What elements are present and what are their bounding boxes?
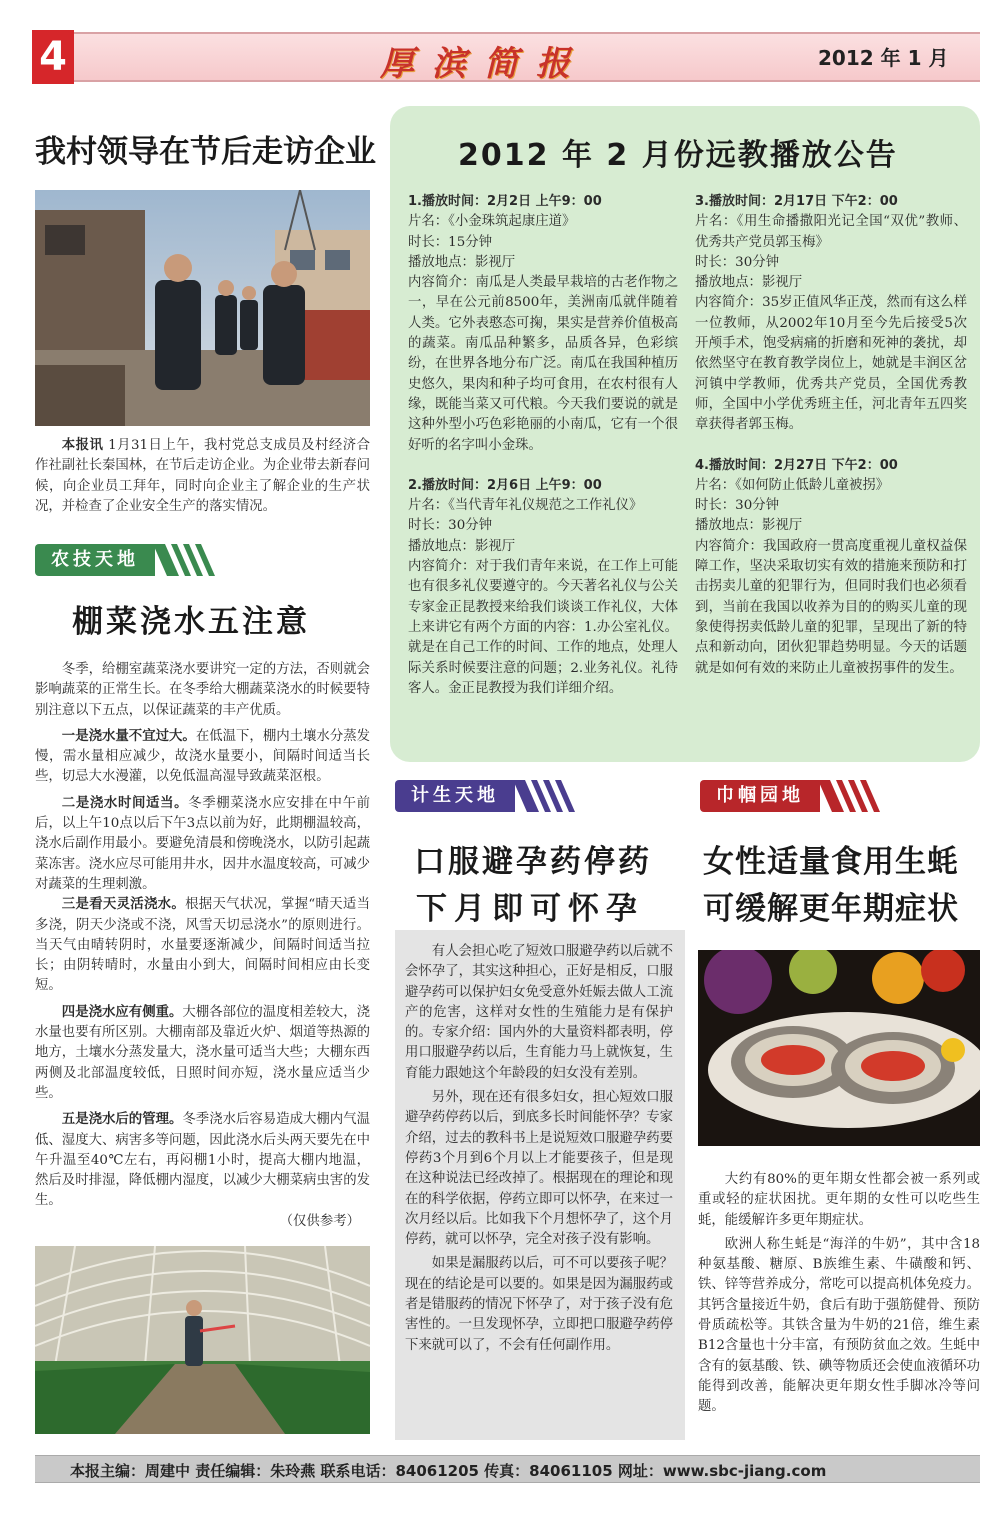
family-paragraph: 另外，现在还有很多妇女，担心短效口服避孕药停药以后，到底多长时间能怀孕？专家介绍，过去的教科书上是说短效口服避孕药要停药3个月到6个月以上才能要孩子，但是现在这种说法已经改掉了。根据现在的理论和现在的科学依据，停药立即可以怀孕，在来过一次月经以后。比如我下个月想怀孕了，这个月停药，就可以怀孕，完全对孩子没有影响。 (405, 1090, 673, 1248)
section-tag-family-stripes (513, 780, 593, 812)
notice-item-place: 播放地点：影视厅 (408, 538, 516, 554)
visit-lead (35, 436, 370, 517)
agri-note: （仅供参考） (279, 1213, 360, 1229)
notice-item-duration: 时长：30分钟 (695, 254, 779, 270)
notice-column-right (695, 192, 967, 679)
notice-item-place: 播放地点：影视厅 (695, 275, 803, 291)
visit-photo (35, 190, 370, 426)
notice-item-film: 片名：《小金珠筑起康庄道》 (408, 214, 576, 230)
agri-point-text: 大棚各部位的温度相差较大，浇水量也要有所区别。大棚南部及靠近火炉、烟道等热源的地方，土壤水分蒸发量大，浇水量可适当大些；大棚东西两侧及北部温度较低，日照时间亦短，浇水量应适当少些。 (35, 1004, 371, 1101)
notice-item-summary: 内容简介：对于我们青年来说，在工作上可能也有很多礼仪要遵守的。今天著名礼仪与公关专家金正昆教授来给我们谈谈工作礼仪，大体上来讲它有两个方面的内容：1.办公室礼仪。就是在自己工作的时间、工作的地点，处理人际关系时候要注意的问题；2.业务礼仪。礼待客人。金正昆教授为我们详细介绍。 (408, 559, 678, 696)
notice-column-left (408, 192, 678, 699)
masthead: 厚滨简报 (380, 44, 588, 84)
agri-point-text: 在低温下，棚内土壤水分蒸发慢，需水量相应减少，故浇水量要小，间隔时间适当长些，切忌大水漫灌，以免低温高湿导致蔬菜沤根。 (35, 728, 371, 785)
issue-date: 2012 年 1 月 (818, 46, 949, 70)
visit-headline: 我村领导在节后走访企业 (35, 134, 376, 170)
notice-item-duration: 时长：30分钟 (695, 498, 779, 514)
greenhouse-photo-image (35, 1246, 370, 1434)
notice-item-place: 播放地点：影视厅 (408, 254, 516, 270)
agri-headline: 棚菜浇水五注意 (72, 604, 310, 640)
section-tag-women-stripes (818, 780, 898, 812)
section-tag-agri-stripes (153, 544, 233, 576)
agri-point-head: 三是看天灵活浇水。 (61, 897, 186, 913)
page-number: 4 (32, 30, 74, 84)
visit-photo-image (35, 190, 370, 426)
notice-item-film: 片名：《用生命播撒阳光记全国“双优”教师、优秀共产党员郭玉梅》 (695, 214, 967, 250)
family-headline-line2: 下月即可怀孕 (416, 891, 644, 927)
family-body (405, 942, 673, 1356)
section-tag-agri (35, 544, 265, 576)
notice-item-summary: 内容简介：南瓜是人类最早栽培的古老作物之一，早在公元前8500年，美洲南瓜就伴随着人类。它外表憨态可掬，果实是营养价值极高的蔬菜。南瓜品种繁多，品质各异，色彩缤纷，在世界各地分布广泛。南瓜在我国种植历史悠久，果肉和种子均可食用，在农村很有人缘，既能当菜又可代粮。今天我们要说的就是这种外型小巧色彩艳丽的小南瓜，它有一个很好听的名字叫小金珠。 (408, 275, 678, 453)
notice-item-time: 1.播放时间：2月2日 上午9：00 (408, 194, 602, 209)
family-headline-line1: 口服避孕药停药 (414, 844, 652, 880)
women-paragraph: 欧洲人称生蚝是“海洋的牛奶”，其中含18种氨基酸、糖原、B族维生素、牛磺酸和钙、铁、锌等营养成分，常吃可以提高机体免疫力。其钙含量接近牛奶，食后有助于强筋健骨、预防骨质疏松等。其铁含量为牛奶的21倍，维生素B12含量也十分丰富，有预防贫血之效。生蚝中含有的氨基酸、铁、碘等物质还会使血液循环功能得到改善，能解决更年期女性手脚冰冷等问题。 (698, 1236, 980, 1415)
notice-item-film: 片名：《当代青年礼仪规范之工作礼仪》 (408, 498, 643, 514)
agri-point-head: 四是浇水应有侧重。 (61, 1004, 183, 1020)
agri-point-head: 五是浇水后的管理。 (61, 1112, 183, 1128)
notice-item-duration: 时长：30分钟 (408, 518, 492, 534)
visit-lead-label: 本报讯 (61, 438, 104, 453)
oyster-photo (698, 950, 980, 1146)
notice-item-summary: 内容简介：35岁正值风华正茂，然而有这么样一位教师，从2002年10月至今先后接受5次开颅手术，饱受病痛的折磨和死神的袭扰，却依然坚守在教育教学岗位上，她就是丰润区岔河镇中学教师，优秀共产党员，全国优秀教师，全国中小学优秀班主任，河北青年五四奖章获得者郭玉梅。 (695, 295, 967, 433)
agri-point-text: 冬季浇水后容易造成大棚内气温低、湿度大、病害多等问题，因此浇水后头两天要先在中午升温至40℃左右，再闷棚1小时，提高大棚内地温，然后及时排湿，降低棚内湿度，以减少大棚菜病虫害的发生。 (35, 1112, 371, 1209)
notice-item-place: 播放地点：影视厅 (695, 518, 803, 534)
notice-item-duration: 时长：15分钟 (408, 234, 492, 250)
family-paragraph: 有人会担心吃了短效口服避孕药以后就不会怀孕了，其实这种担心，正好是相反，口服避孕药可以保护妇女免受意外妊娠去做人工流产的危害，这样对女性的生殖能力是有保护的。专家介绍：国内外的大量资料都表明，停用口服避孕药以后，生育能力马上就恢复，生育能力跟她这个年龄段的妇女没有差别。 (405, 944, 673, 1081)
women-body (698, 1170, 980, 1418)
greenhouse-photo (35, 1246, 370, 1434)
women-paragraph: 大约有80%的更年期女性都会被一系列或重或轻的症状困扰。更年期的女性可以吃些生蚝，能缓解许多更年期症状。 (698, 1172, 980, 1228)
notice-item-summary: 内容简介：我国政府一贯高度重视儿童权益保障工作，坚决采取切实有效的措施来预防和打击拐卖儿童的犯罪行为，但同时我们也必须看到，当前在我国以收养为目的的购买儿童的现象使得拐卖低龄儿童的犯罪，呈现出了新的特点和新动向，团伙犯罪趋势明显。今天的话题就是如何有效的来防止儿童被拐事件的发生。 (695, 538, 967, 676)
family-paragraph: 如果是漏服药以后，可不可以要孩子呢？现在的结论是可以要的。如果是因为漏服药或者是错服药的情况下怀孕了，对于孩子没有危害性的。一旦发现怀孕，立即把口服避孕药停下来就可以了，不会有任何副作用。 (405, 1256, 673, 1353)
section-tag-agri-label: 农技天地 (35, 544, 155, 576)
footer-info: 本报主编：周建中 责任编辑：朱玲燕 联系电话：84061205 传真：84061105 网址：www.sbc-jiang.com (70, 1462, 827, 1480)
agri-body (35, 660, 370, 1232)
notice-item-time: 4.播放时间：2月27日 下午2：00 (695, 457, 898, 473)
women-headline-line2: 可缓解更年期症状 (703, 891, 959, 927)
section-tag-women (700, 780, 900, 812)
section-tag-family-label: 计生天地 (395, 780, 515, 812)
visit-lead-text: 1月31日上午，我村党总支成员及村经济合作社副社长秦国林，在节后走访企业。为企业带去新春问候，向企业员工拜年，同时向企业主了解企业的生产状况，并检查了企业安全生产的落实情况。 (35, 438, 371, 514)
notice-item-film: 片名：《如何防止低龄儿童被拐》 (695, 477, 890, 493)
agri-point-head: 一是浇水量不宜过大。 (61, 728, 196, 744)
notice-headline: 2012 年 2 月份远教播放公告 (458, 138, 898, 173)
section-tag-family (395, 780, 595, 812)
section-tag-women-label: 巾帼园地 (700, 780, 820, 812)
agri-point-text: 冬季棚菜浇水应安排在中午前后，以上午10点以后下午3点以前为好，此期棚温较高，浇水后副作用最小。要避免清晨和傍晚浇水，以防引起蔬菜冻害。浇水应尽可能用井水，因井水温度较高，可减少对蔬菜的生理刺激。 (35, 795, 371, 892)
women-headline-line1: 女性适量食用生蚝 (703, 844, 959, 880)
agri-intro: 冬季，给棚室蔬菜浇水要讲究一定的方法，否则就会影响蔬菜的正常生长。在冬季给大棚蔬菜浇水的时候要特别注意以下五点，以保证蔬菜的丰产优质。 (35, 662, 370, 718)
notice-item-time: 2.播放时间：2月6日 上午9：00 (408, 477, 602, 493)
oyster-photo-image (698, 950, 980, 1146)
agri-point-text: 根据天气状况，掌握“晴天适当多浇，阴天少浇或不浇，风雪天切忌浇水”的原则进行。当天气由晴转阴时，水量要逐渐减少，间隔时间适当拉长；由阴转晴时，水量由小到大，间隔时间相应由长变短。 (35, 897, 370, 994)
agri-point-head: 二是浇水时间适当。 (61, 795, 189, 811)
notice-item-time: 3.播放时间：2月17日 下午2：00 (695, 194, 898, 209)
